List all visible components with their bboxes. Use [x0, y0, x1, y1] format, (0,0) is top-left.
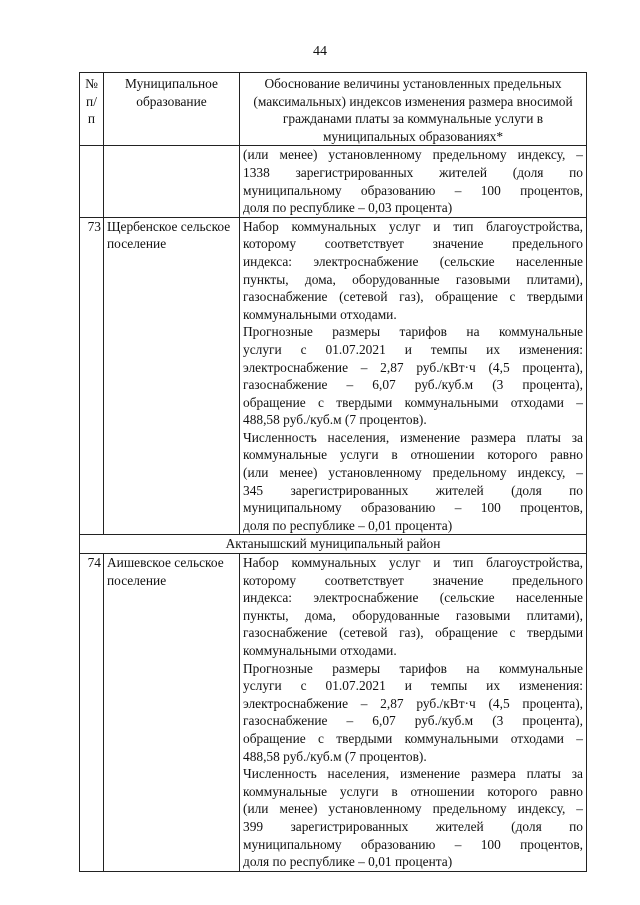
municipality-name: Щербенское сельское поселение — [104, 217, 240, 535]
services-paragraph — [243, 218, 583, 324]
page-number: 44 — [313, 44, 327, 59]
table-row-73 — [80, 217, 587, 535]
text-line: индекса: электроснабжение (сельские населенные — [243, 253, 583, 269]
text-line: электроснабжение – 2,87 руб./кВт·ч (4,5 процента), — [243, 359, 583, 375]
cell-continuation-text — [240, 146, 587, 217]
text-line: 399 зарегистрированных жителей (доля по — [243, 818, 583, 834]
header-justification: Обоснование величины установленных предельных (максимальных) индексов изменения размера вносимой гражданами платы за коммунальные услуги в муниципальных образованиях* — [240, 73, 587, 146]
text-line: услуги с 01.07.2021 и темпы их изменения: — [243, 341, 583, 357]
text-line: Набор коммунальных услуг и тип благоустройства, — [243, 555, 583, 571]
text-line: газоснабжение (сетевой газ), обращение с твердыми — [243, 625, 583, 641]
text-line: доля по республике – 0,03 процента) — [243, 200, 453, 216]
row-number: 73 — [80, 217, 104, 535]
text-line: коммунальными отходами. — [243, 306, 397, 322]
district-row — [80, 535, 587, 554]
text-line: Численность населения, изменение размера платы за — [243, 766, 583, 782]
text-line: индекса: электроснабжение (сельские населенные — [243, 590, 583, 606]
text-line: коммунальными отходами. — [243, 643, 397, 658]
text-line: газоснабжение (сетевой газ), обращение с твердыми — [243, 289, 583, 305]
table-header-row — [80, 73, 587, 146]
text-line: муниципальному образованию – 100 процентов, — [243, 182, 583, 198]
text-line: которому соответствует значение предельного — [243, 236, 583, 252]
text-line: обращение с твердыми коммунальными отходами – — [243, 394, 583, 410]
text-line: муниципальному образованию – 100 процентов, — [243, 500, 583, 516]
justification-cell — [240, 217, 587, 535]
text-line: услуги с 01.07.2021 и темпы их изменения: — [243, 678, 583, 694]
services-paragraph — [243, 554, 583, 660]
text-line: газоснабжение – 6,07 руб./куб.м (3 процента), — [243, 713, 583, 729]
text-line: 488,58 руб./куб.м (7 процентов). — [243, 412, 427, 428]
table-row-74 — [80, 554, 587, 872]
text-line: (или менее) установленному предельному индексу, – — [243, 801, 583, 817]
text-line: 345 зарегистрированных жителей (доля по — [243, 482, 583, 498]
population-paragraph — [243, 429, 583, 535]
table-row-continuation — [80, 146, 587, 217]
cell-empty-num — [80, 146, 104, 217]
text-line: 488,58 руб./куб.м (7 процентов). — [243, 748, 427, 764]
text-line: коммунальные услуги в отношении которого равно — [243, 783, 583, 799]
text-line: (или менее) установленному предельному индексу, – — [243, 465, 583, 481]
tariff-index-table — [79, 72, 587, 872]
row-number: 74 — [80, 554, 104, 872]
cell-empty-municipality — [104, 146, 240, 217]
text-line: пункты, дома, оборудованные газовыми плитами), — [243, 607, 583, 623]
text-line: Прогнозные размеры тарифов на коммунальные — [243, 660, 583, 676]
text-line: коммунальные услуги в отношении которого равно — [243, 447, 583, 463]
text-line: Прогнозные размеры тарифов на коммунальные — [243, 324, 583, 340]
text-line: пункты, дома, оборудованные газовыми плитами), — [243, 271, 583, 287]
text-line: обращение с твердыми коммунальными отходами – — [243, 730, 583, 746]
population-paragraph — [243, 765, 583, 871]
justification-cell — [240, 554, 587, 872]
text-line: Набор коммунальных услуг и тип благоустройства, — [243, 218, 583, 234]
tariffs-paragraph — [243, 323, 583, 429]
municipality-name: Аишевское сельское поселение — [104, 554, 240, 872]
text-line: 1338 зарегистрированных жителей (доля по — [243, 164, 583, 180]
text-line: муниципальному образованию – 100 процентов, — [243, 836, 583, 852]
text-line: доля по республике – 0,01 процента) — [243, 854, 453, 870]
text-line: (или менее) установленному предельному индексу, – — [243, 147, 583, 163]
text-line: Численность населения, изменение размера платы за — [243, 429, 583, 445]
text-line: электроснабжение – 2,87 руб./кВт·ч (4,5 процента), — [243, 695, 583, 711]
text-line: которому соответствует значение предельного — [243, 572, 583, 588]
header-municipality: Муниципальное образование — [104, 73, 240, 146]
justification-paragraph — [243, 146, 583, 216]
tariffs-paragraph — [243, 660, 583, 766]
district-name: Актанышский муниципальный район — [80, 535, 587, 554]
text-line: доля по республике – 0,01 процента) — [243, 517, 453, 533]
header-number: № п/п — [80, 73, 104, 146]
text-line: газоснабжение – 6,07 руб./куб.м (3 процента), — [243, 377, 583, 393]
